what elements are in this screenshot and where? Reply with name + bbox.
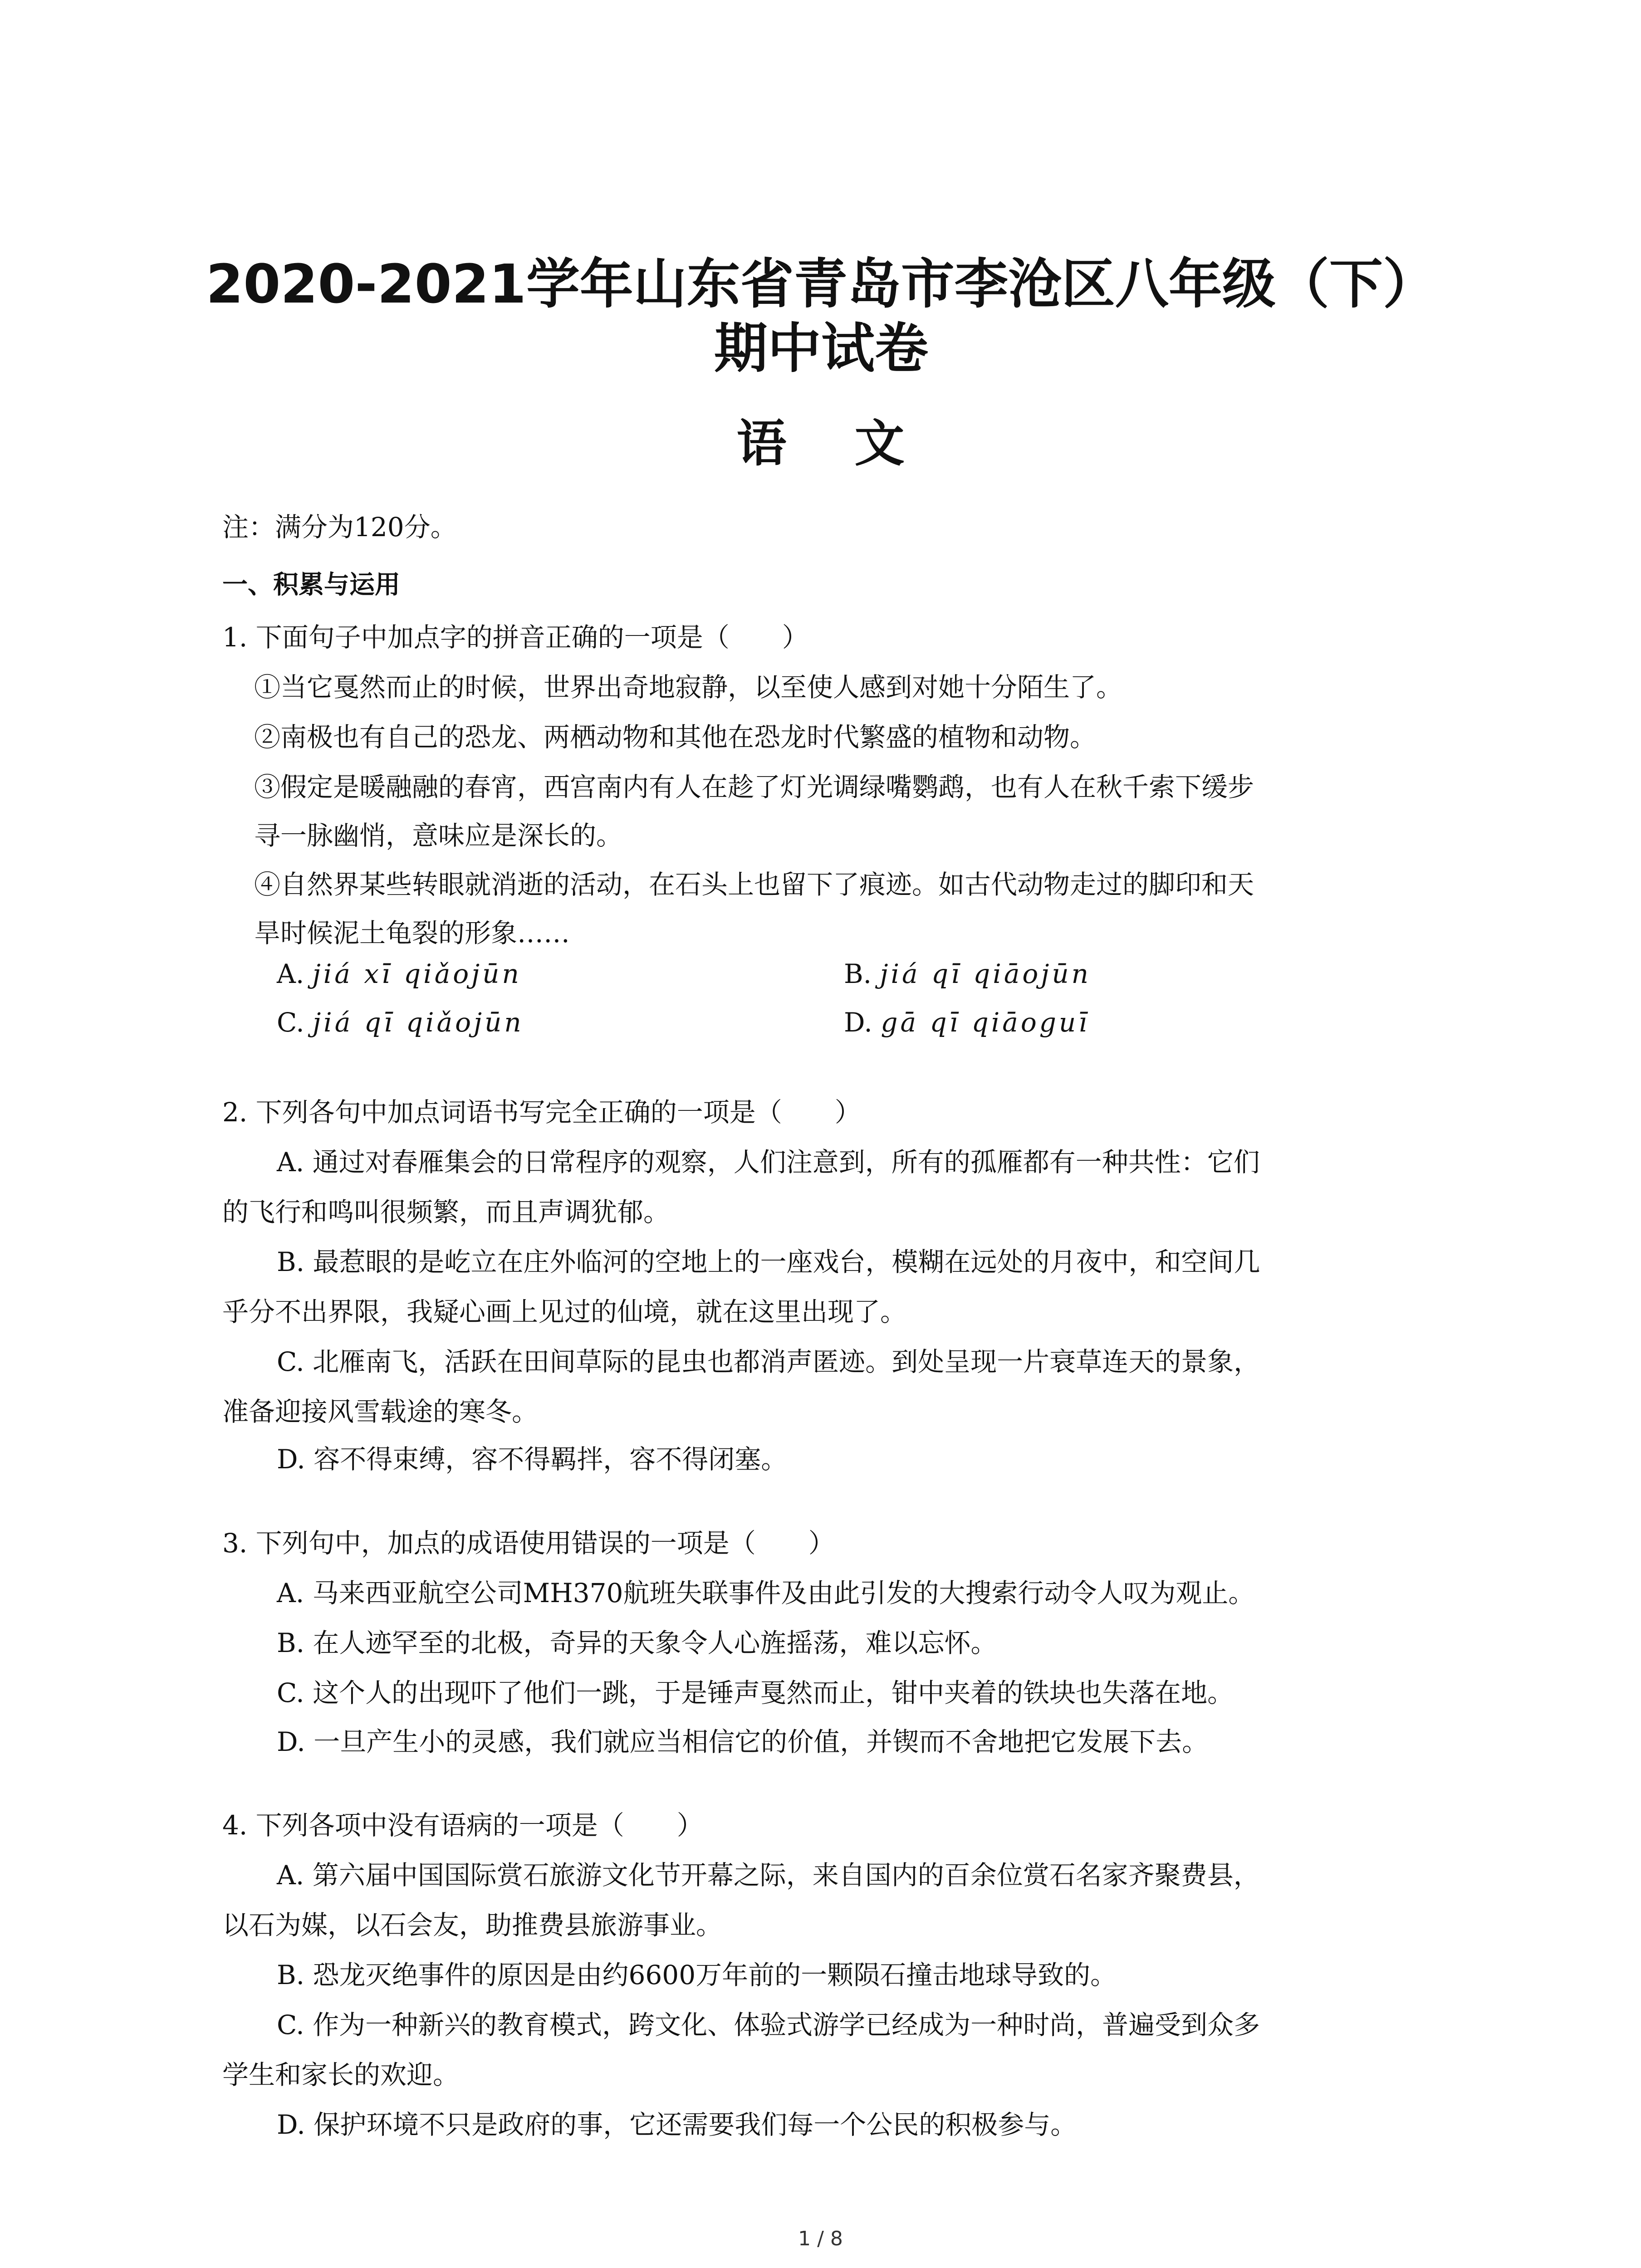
q1-option-d-text: gā qī qiāoguī (881, 1007, 1090, 1038)
q1-option-d-label: D. (844, 1007, 881, 1038)
q1-sentence-4b: 旱时候泥土龟裂的形象…… (254, 918, 570, 948)
q1-sentence-4a: ④自然界某些转眼就消逝的活动，在石头上也留下了痕迹。如古代动物走过的脚印和天 (254, 869, 1254, 900)
q3-option-a: A. 马来西亚航空公司MH370航班失联事件及由此引发的大搜索行动令人叹为观止。 (277, 1578, 1255, 1608)
q1-sentence-2: ②南极也有自己的恐龙、两栖动物和其他在恐龙时代繁盛的植物和动物。 (254, 722, 1097, 753)
subject-heading: 语文 (736, 415, 973, 473)
q3-option-d: D. 一旦产生小的灵感，我们就应当相信它的价值，并锲而不舍地把它发展下去。 (277, 1726, 1209, 1757)
section-heading: 一、积累与运用 (222, 570, 400, 600)
q1-option-a (277, 958, 522, 989)
q2-stem: 2. 下列各句中加点词语书写完全正确的一项是（ ） (222, 1097, 861, 1128)
q1-sentence-1: ①当它戛然而止的时候，世界出奇地寂静，以至使人感到对她十分陌生了。 (254, 672, 1123, 703)
q4-option-a-cont: 以石为媒，以石会友，助推费县旅游事业。 (222, 1910, 723, 1941)
q2-option-c-cont: 准备迎接风雪载途的寒冬。 (222, 1396, 539, 1427)
q1-option-a-label: A. (277, 958, 313, 989)
q4-stem: 4. 下列各项中没有语病的一项是（ ） (222, 1810, 703, 1841)
q4-option-d: D. 保护环境不只是政府的事，它还需要我们每一个公民的积极参与。 (277, 2109, 1077, 2140)
q2-option-c: C. 北雁南飞，活跃在田间草际的昆虫也都消声匿迹。到处呈现一片衰草连天的景象， (277, 1346, 1260, 1377)
q1-option-c-label: C. (277, 1007, 313, 1038)
q3-option-c: C. 这个人的出现吓了他们一跳，于是锤声戛然而止，钳中夹着的铁块也失落在地。 (277, 1677, 1234, 1708)
q1-option-c (277, 1007, 524, 1038)
q1-option-c-text: jiá qī qiǎojūn (313, 1007, 524, 1038)
q3-stem: 3. 下列句中，加点的成语使用错误的一项是（ ） (222, 1528, 835, 1559)
page-title: 2020-2021学年山东省青岛市李沧区八年级（下）期中试卷 (206, 253, 1436, 380)
q2-option-a-cont: 的飞行和鸣叫很频繁，而且声调犹郁。 (222, 1197, 670, 1227)
q4-option-b: B. 恐龙灭绝事件的原因是由约6600万年前的一颗陨石撞击地球导致的。 (277, 1960, 1117, 1990)
q1-option-b-label: B. (844, 958, 880, 989)
page-number: 1 / 8 (798, 2227, 843, 2250)
score-note: 注：满分为120分。 (222, 512, 457, 543)
q1-stem: 1. 下面句子中加点字的拼音正确的一项是（ ） (222, 622, 808, 653)
q1-option-b (844, 958, 1091, 989)
q4-option-a: A. 第六届中国国际赏石旅游文化节开幕之际，来自国内的百余位赏石名家齐聚费县， (277, 1860, 1260, 1891)
q2-option-b: B. 最惹眼的是屹立在庄外临河的空地上的一座戏台，模糊在远处的月夜中，和空间几 (277, 1246, 1260, 1277)
q4-option-c: C. 作为一种新兴的教育模式，跨文化、体验式游学已经成为一种时尚，普遍受到众多 (277, 2009, 1260, 2040)
q1-option-d (844, 1007, 1090, 1038)
q1-option-a-text: jiá xī qiǎojūn (312, 958, 522, 989)
q4-option-c-cont: 学生和家长的欢迎。 (222, 2059, 460, 2090)
q1-option-b-text: jiá qī qiāojūn (880, 958, 1092, 989)
q2-option-b-cont: 乎分不出界限，我疑心画上见过的仙境，就在这里出现了。 (222, 1296, 907, 1327)
q2-option-a: A. 通过对春雁集会的日常程序的观察，人们注意到，所有的孤雁都有一种共性：它们 (277, 1147, 1260, 1178)
q2-option-d: D. 容不得束缚，容不得羁拌，容不得闭塞。 (277, 1444, 788, 1475)
q1-sentence-3b: 寻一脉幽悄，意味应是深长的。 (254, 820, 623, 851)
q1-sentence-3a: ③假定是暖融融的春宵，西宫南内有人在趁了灯光调绿嘴鹦鹉，也有人在秋千索下缓步 (254, 772, 1254, 802)
q3-option-b: B. 在人迹罕至的北极，奇异的天象令人心旌摇荡，难以忘怀。 (277, 1628, 997, 1658)
